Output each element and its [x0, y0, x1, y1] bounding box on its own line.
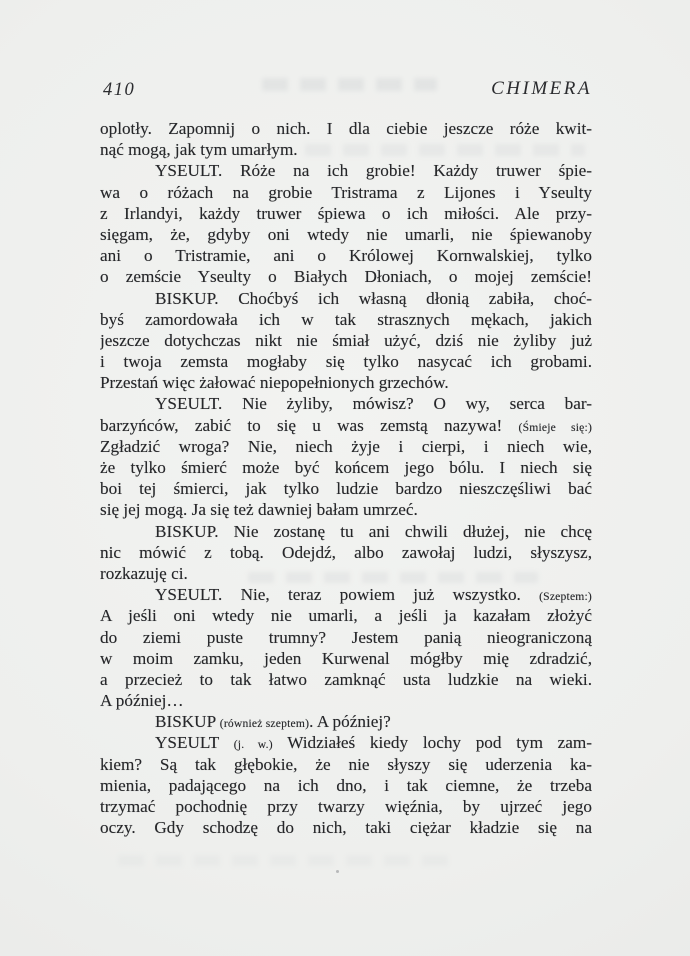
text-line: z Irlandyi, każdy truwer śpiewa o ich miłości. Ale przy- [100, 203, 592, 223]
text-line: a przecież to tak łatwo zamknąć usta ludzkie na wieki. [100, 669, 592, 689]
text-line: YSEULT. Róże na ich grobie! Każdy truwer śpie- [155, 161, 592, 181]
text-line: byś zamordowała ich w tak strasznych mękach, jakich [100, 309, 592, 329]
text-line: i twoja zemsta mogłaby się tylko nasycać ich grobami. [100, 352, 592, 372]
speaker-name: YSEULT [155, 733, 219, 753]
text-line [100, 732, 592, 753]
text-line: A jeśli oni wtedy nie umarli, a jeśli ja kazałam złożyć [100, 606, 592, 626]
stage-direction: (Śmieje się:) [518, 420, 592, 434]
text-line: oczy. Gdy schodzę do nich, taki ciężar kładzie się na [100, 818, 592, 838]
line-text: . A później? [309, 712, 391, 732]
stage-direction: (również szeptem) [219, 717, 310, 731]
text-line: że tylko śmierć może być końcem jego bólu. I niech się [100, 458, 592, 477]
text-line: sięgam, że, gdyby oni wtedy nie umarli, nie śpiewanoby [100, 224, 592, 244]
text-line: w moim zamku, jeden Kurwenal mógłby mię zdradzić, [100, 648, 592, 668]
text-line: boi tej śmierci, jak tylko ludzie bardzo nieszczęśliwi bać [100, 479, 592, 499]
text-line: wa o różach na grobie Tristrama z Lijones i Yseulty [100, 182, 592, 202]
line-text: barzyńców, zabić to się u was zemstą nazywa! [100, 415, 503, 435]
text-line: nąć mogą, jak tym umarłym. [100, 140, 298, 160]
text-line: oplotły. Zapomnij o nich. I dla ciebie jeszcze róże kwit- [100, 119, 592, 138]
text-line [100, 584, 592, 605]
text-line: kiem? Są tak głębokie, że nie słyszy się uderzenia ka- [100, 754, 592, 774]
body-text [100, 118, 592, 838]
stage-direction: (Szeptem:) [539, 590, 592, 604]
text-line: jeszcze dotychczas nikt nie śmiał użyć, dziś nie żyliby już [100, 330, 592, 350]
text-line: rozkazuję ci. [100, 563, 188, 583]
scan-speck-artifact [336, 870, 339, 873]
text-line: o zemście Yseulty o Białych Dłoniach, o mojej zemście! [100, 267, 592, 287]
text-line: BISKUP. Nie zostanę tu ani chwili dłużej, nie chcę [155, 521, 592, 541]
text-line: A później… [100, 691, 184, 711]
page-number: 410 [103, 80, 136, 100]
line-text: Widziałeś kiedy lochy pod tym zam- [287, 733, 592, 753]
text-line: Przestań więc żałować niepopełnionych grzechów. [100, 373, 449, 393]
text-line: do ziemi puste trumny? Jestem panią nieograniczoną [100, 627, 592, 647]
text-line: mienia, padającego na ich dno, i tak ciemne, że trzeba [100, 775, 592, 795]
text-line: YSEULT. Nie żyliby, mówisz? O wy, serca bar- [155, 394, 592, 414]
text-line: BISKUP. Choćbyś ich własną dłonią zabiła, choć- [155, 288, 592, 308]
text-line [100, 711, 592, 732]
line-text: YSEULT. Nie, teraz powiem już wszystko. [155, 585, 521, 605]
text-line: trzymać pochodnię przy twarzy więźnia, by ujrzeć jego [100, 797, 592, 816]
text-line: ani o Tristramie, ani o Królowej Kornwalskiej, tylko [100, 246, 592, 266]
text-line [100, 415, 592, 436]
text-line: Zgładzić wroga? Nie, niech żyje i cierpi, i niech wie, [100, 436, 592, 456]
stage-direction: (j. w.) [233, 738, 273, 752]
bleedthrough-artifact [262, 78, 437, 91]
text-line: się jej mogą. Ja się też dawniej bałam umrzeć. [100, 500, 418, 520]
speaker-name: BISKUP [155, 712, 216, 732]
bleedthrough-artifact [118, 855, 448, 866]
journal-title: CHIMERA [491, 78, 592, 99]
text-line: nic mówić z tobą. Odejdź, albo zawołaj ludzi, słyszysz, [100, 542, 592, 562]
